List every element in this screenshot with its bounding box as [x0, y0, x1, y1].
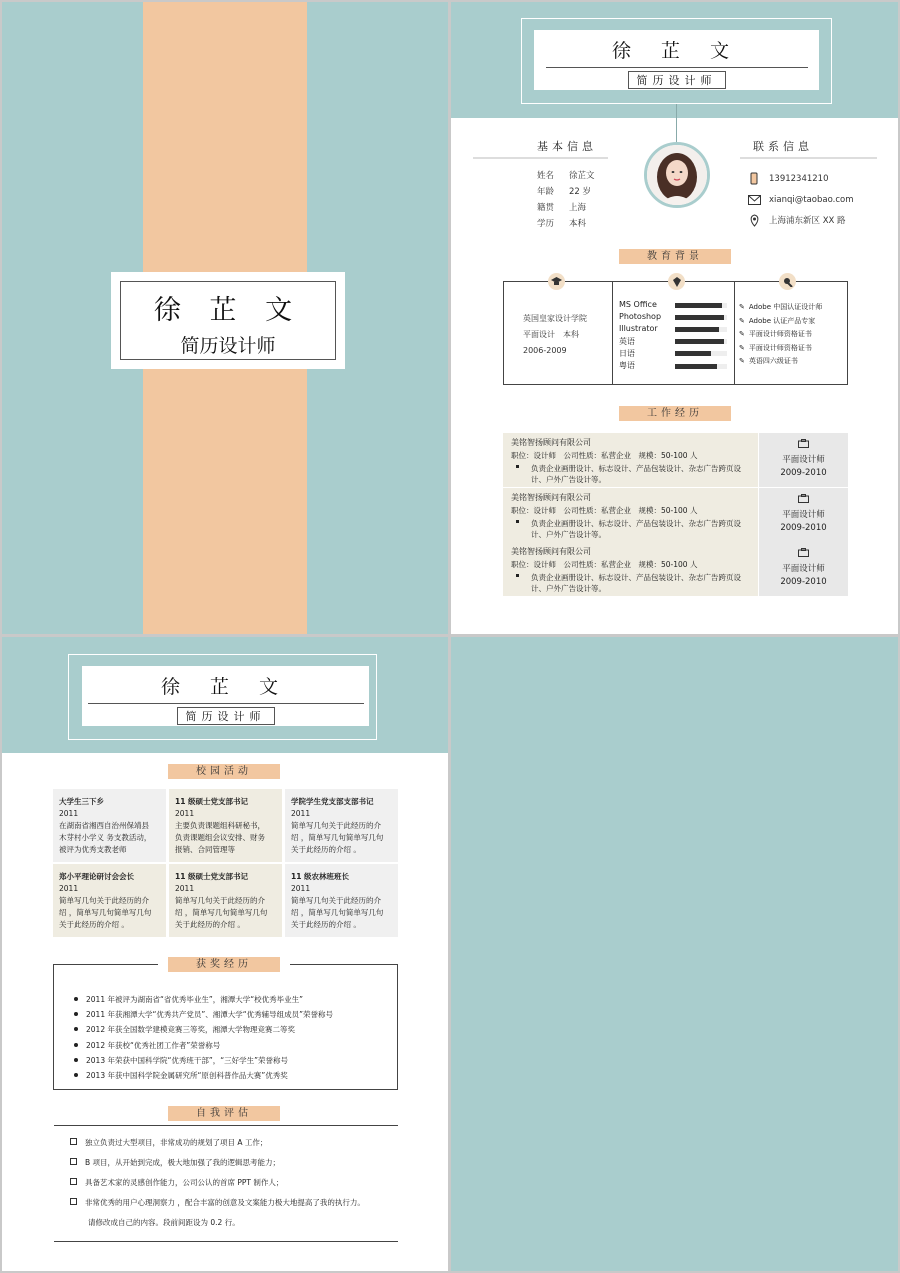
location-icon — [747, 214, 761, 228]
award-item: 2013 年荣获中国科学院“优秀班干部”，“三好学生”荣誉称号 — [86, 1053, 333, 1068]
campus-line: 绍 ，简单写几句简单写几句 — [175, 908, 268, 917]
blank-page — [451, 637, 898, 1271]
avatar-portrait-icon — [647, 145, 707, 205]
campus-title: 11 级硕士党支部书记 — [175, 797, 249, 806]
contact-phone: 13912341210 — [747, 168, 854, 189]
campus-line: 绍 ，简单写几句简单写几句 — [59, 908, 152, 917]
campus-cell — [285, 864, 398, 937]
checkbox-icon — [70, 1178, 77, 1185]
campus-year: 2011 — [59, 809, 79, 818]
work-meta: 职位：设计师 公司性质：私营企业 规模：50-100 人 — [511, 451, 698, 460]
pen-icon: ✎ — [739, 343, 745, 352]
campus-line: 关于此经历的介绍 。 — [175, 920, 245, 929]
contact-email: xianqi@taobao.com — [747, 189, 854, 210]
skill-row — [619, 323, 727, 335]
pen-icon: ✎ — [739, 303, 745, 311]
skill-name: 日语 — [619, 348, 635, 358]
certificate-item: ✎ Adobe 认证产品专家 — [739, 316, 816, 325]
school-period: 2006-2009 — [523, 346, 567, 355]
work-company: 美铭智扬顾问有限公司 — [511, 492, 591, 502]
header-name: 徐 芷 文 — [611, 40, 742, 62]
skill-name: 粤语 — [619, 360, 635, 370]
info-row: 姓名 徐芷文 — [537, 171, 595, 181]
work-desc: 负责企业画册设计、标志设计、产品包装设计、杂志广告跨页设 计、户外广告设计等。 — [503, 461, 758, 485]
campus-title: 大学生三下乡 — [59, 797, 104, 806]
work-role: 平面设计师 — [782, 509, 825, 520]
certificate-item: ✎ 英语四六级证书 — [739, 357, 798, 365]
avatar-connector — [676, 104, 677, 144]
campus-cell — [53, 789, 166, 862]
briefcase-icon — [759, 494, 848, 506]
work-meta: 职位：设计师 公司性质：私营企业 规模：50-100 人 — [511, 560, 698, 569]
skill-name: MS Office — [619, 300, 657, 309]
campus-line: 报销、合同管理等 — [175, 845, 235, 854]
self-eval-item: 非常优秀的用户心理洞察力 ，配合丰富的创意及文案能力极大地提高了我的执行力。 — [70, 1197, 365, 1208]
pen-icon: ✎ — [739, 357, 745, 365]
school-major: 平面设计 本科 — [523, 330, 579, 339]
education-heading: 教育背景 — [619, 249, 731, 264]
skill-bar-fill — [675, 327, 719, 332]
work-item — [503, 542, 848, 596]
campus-line: 木芽村小学义 务支教活动， — [59, 833, 152, 842]
header-box — [82, 666, 369, 726]
skill-bar-fill — [675, 364, 717, 369]
awards-list — [86, 992, 333, 1083]
work-company: 美铭智扬顾问有限公司 — [511, 438, 591, 447]
self-eval-heading: 自我评估 — [168, 1106, 280, 1121]
campus-year: 2011 — [291, 809, 311, 818]
briefcase-icon — [759, 439, 848, 451]
campus-cell — [169, 864, 282, 937]
award-item: 2013 年获中国科学院金属研究所“原创科普作品大赛”优秀奖 — [86, 1068, 333, 1083]
cover-title-box — [111, 272, 345, 369]
campus-line: 简单写几句关于此经历的介 — [175, 896, 265, 905]
campus-cell — [285, 789, 398, 862]
work-desc: 负责企业画册设计、标志设计、产品包装设计、杂志广告跨页设 计、户外广告设计等。 — [503, 516, 758, 540]
self-eval-item: 独立负责过大型项目，非常成功的规划了项目 A 工作； — [70, 1137, 267, 1148]
graduation-cap-icon — [548, 273, 565, 290]
campus-title: 11 级硕士党支部书记 — [175, 872, 249, 881]
skills-list — [619, 299, 727, 372]
resume-page-2 — [2, 637, 448, 1271]
contact-heading: 联系信息 — [753, 140, 813, 153]
pen-icon: ✎ — [739, 316, 745, 325]
work-period: 2009-2010 — [780, 522, 827, 533]
skill-bar — [675, 339, 727, 344]
info-row: 籍贯 上海 — [537, 203, 587, 213]
header-subtitle: 简历设计师 — [628, 71, 726, 89]
header-subtitle: 简历设计师 — [177, 707, 275, 725]
skills-icon — [668, 273, 685, 290]
work-meta: 职位：设计师 公司性质：私营企业 规模：50-100 人 — [511, 505, 698, 515]
skill-bar — [675, 327, 727, 332]
skill-name: Photoshop — [619, 312, 662, 322]
campus-title: 学院学生党支部支部书记 — [291, 797, 374, 806]
certificate-icon — [779, 273, 796, 290]
skill-bar — [675, 351, 727, 356]
campus-year: 2011 — [59, 884, 79, 893]
skill-name: 英语 — [619, 336, 635, 346]
skill-row — [619, 311, 727, 323]
campus-cell — [169, 789, 282, 862]
campus-line: 主要负责课题组科研秘书， — [175, 821, 265, 830]
skill-bar — [675, 315, 727, 320]
campus-title: 11 级农林班班长 — [291, 872, 350, 881]
work-desc: 负责企业画册设计、标志设计、产品包装设计、杂志广告跨页设 计、户外广告设计等。 — [503, 570, 758, 594]
phone-icon — [747, 172, 761, 186]
basic-info-heading: 基本信息 — [537, 140, 597, 153]
skill-bar — [675, 303, 727, 308]
contact-address: 上海浦东新区 XX 路 — [747, 210, 854, 231]
self-eval-box — [54, 1125, 398, 1242]
award-item: 2012 年获全国数学建模竞赛三等奖，湘潭大学物理竞赛二等奖 — [86, 1022, 333, 1037]
resume-page-1 — [451, 2, 898, 634]
skill-row — [619, 348, 727, 360]
work-period: 2009-2010 — [780, 468, 827, 478]
cover-title: 简历设计师 — [180, 335, 276, 357]
checkbox-icon — [70, 1198, 77, 1205]
header-box — [534, 30, 819, 90]
award-item: 2011 年被评为湖南省“省优秀毕业生”，湘潭大学“校优秀毕业生” — [86, 992, 333, 1007]
certificate-item: ✎ Adobe 中国认证设计师 — [739, 303, 823, 311]
skill-bar-fill — [675, 315, 724, 320]
campus-year: 2011 — [291, 884, 311, 893]
skill-name: Illustrator — [619, 324, 658, 334]
campus-line: 简单写几句关于此经历的介 — [291, 896, 381, 905]
mail-icon — [747, 193, 761, 207]
campus-cell — [53, 864, 166, 937]
basic-info-line — [473, 157, 608, 159]
campus-line: 关于此经历的介绍 。 — [291, 920, 361, 929]
campus-line: 绍 ，简单写几句简单写几句 — [291, 833, 384, 842]
campus-year: 2011 — [175, 884, 195, 893]
header-divider — [546, 67, 808, 68]
self-eval-item: 具备艺术家的灵感创作能力，公司公认的首席 PPT 制作人； — [70, 1177, 283, 1188]
briefcase-icon — [759, 548, 848, 560]
school-name: 英国皇家设计学院 — [523, 314, 587, 323]
campus-line: 被评为优秀支教老师 — [59, 845, 127, 854]
skill-row — [619, 360, 727, 372]
header-name: 徐 芷 文 — [160, 676, 291, 698]
campus-year: 2011 — [175, 809, 195, 818]
avatar — [644, 142, 710, 208]
skill-bar — [675, 364, 727, 369]
campus-line: 在湖南省湘西自治州保靖县 — [59, 821, 149, 830]
work-item — [503, 433, 848, 487]
info-row: 学历 本科 — [537, 219, 587, 229]
certificate-item: ✎ 平面设计师资格证书 — [739, 343, 812, 352]
campus-title: 郑小平理论研讨会会长 — [59, 872, 134, 881]
work-role: 平面设计师 — [782, 455, 825, 465]
campus-line: 绍 ，简单写几句简单写几句 — [291, 908, 384, 917]
skill-bar-fill — [675, 351, 711, 356]
award-item: 2012 年获校“优秀社团工作者”荣誉称号 — [86, 1038, 333, 1053]
contact-list — [747, 168, 854, 231]
awards-heading: 获奖经历 — [168, 957, 280, 972]
self-eval-note: 请修改成自己的内容。段前间距设为 0.2 行。 — [88, 1218, 240, 1227]
campus-line: 简单写几句关于此经历的介 — [291, 821, 381, 830]
checkbox-icon — [70, 1138, 77, 1145]
skill-bar-fill — [675, 303, 722, 308]
work-role: 平面设计师 — [782, 564, 825, 574]
cover-name: 徐 芷 文 — [153, 295, 303, 326]
education-school-block — [523, 311, 587, 359]
header-divider — [88, 703, 364, 704]
basic-info-table — [537, 168, 595, 232]
work-item — [503, 488, 848, 542]
contact-line — [740, 157, 877, 159]
campus-line: 简单写几句关于此经历的介 — [59, 896, 149, 905]
self-eval-item: B 项目，从开始到完成，极大地加强了我的逻辑思考能力； — [70, 1157, 280, 1168]
certificate-list — [739, 300, 826, 368]
certificate-item: ✎ 平面设计师资格证书 — [739, 330, 812, 338]
awards-box — [53, 964, 398, 1090]
campus-line: 关于此经历的介绍 。 — [291, 845, 361, 854]
campus-line: 负责课题组会议安排、财务 — [175, 833, 265, 842]
skill-bar-fill — [675, 339, 724, 344]
campus-heading: 校园活动 — [168, 764, 280, 779]
pen-icon: ✎ — [739, 330, 745, 338]
checkbox-icon — [70, 1158, 77, 1165]
info-row: 年龄 22 岁 — [537, 187, 592, 197]
cover-page — [2, 2, 448, 634]
work-period: 2009-2010 — [780, 577, 827, 587]
work-heading: 工作经历 — [619, 406, 731, 421]
work-company: 美铭智扬顾问有限公司 — [511, 547, 591, 556]
skill-row — [619, 336, 727, 348]
award-item: 2011 年获湘潭大学“优秀共产党员”、湘潭大学“优秀辅导组成员”荣誉称号 — [86, 1007, 333, 1022]
skill-row — [619, 299, 727, 311]
campus-line: 关于此经历的介绍 。 — [59, 920, 129, 929]
